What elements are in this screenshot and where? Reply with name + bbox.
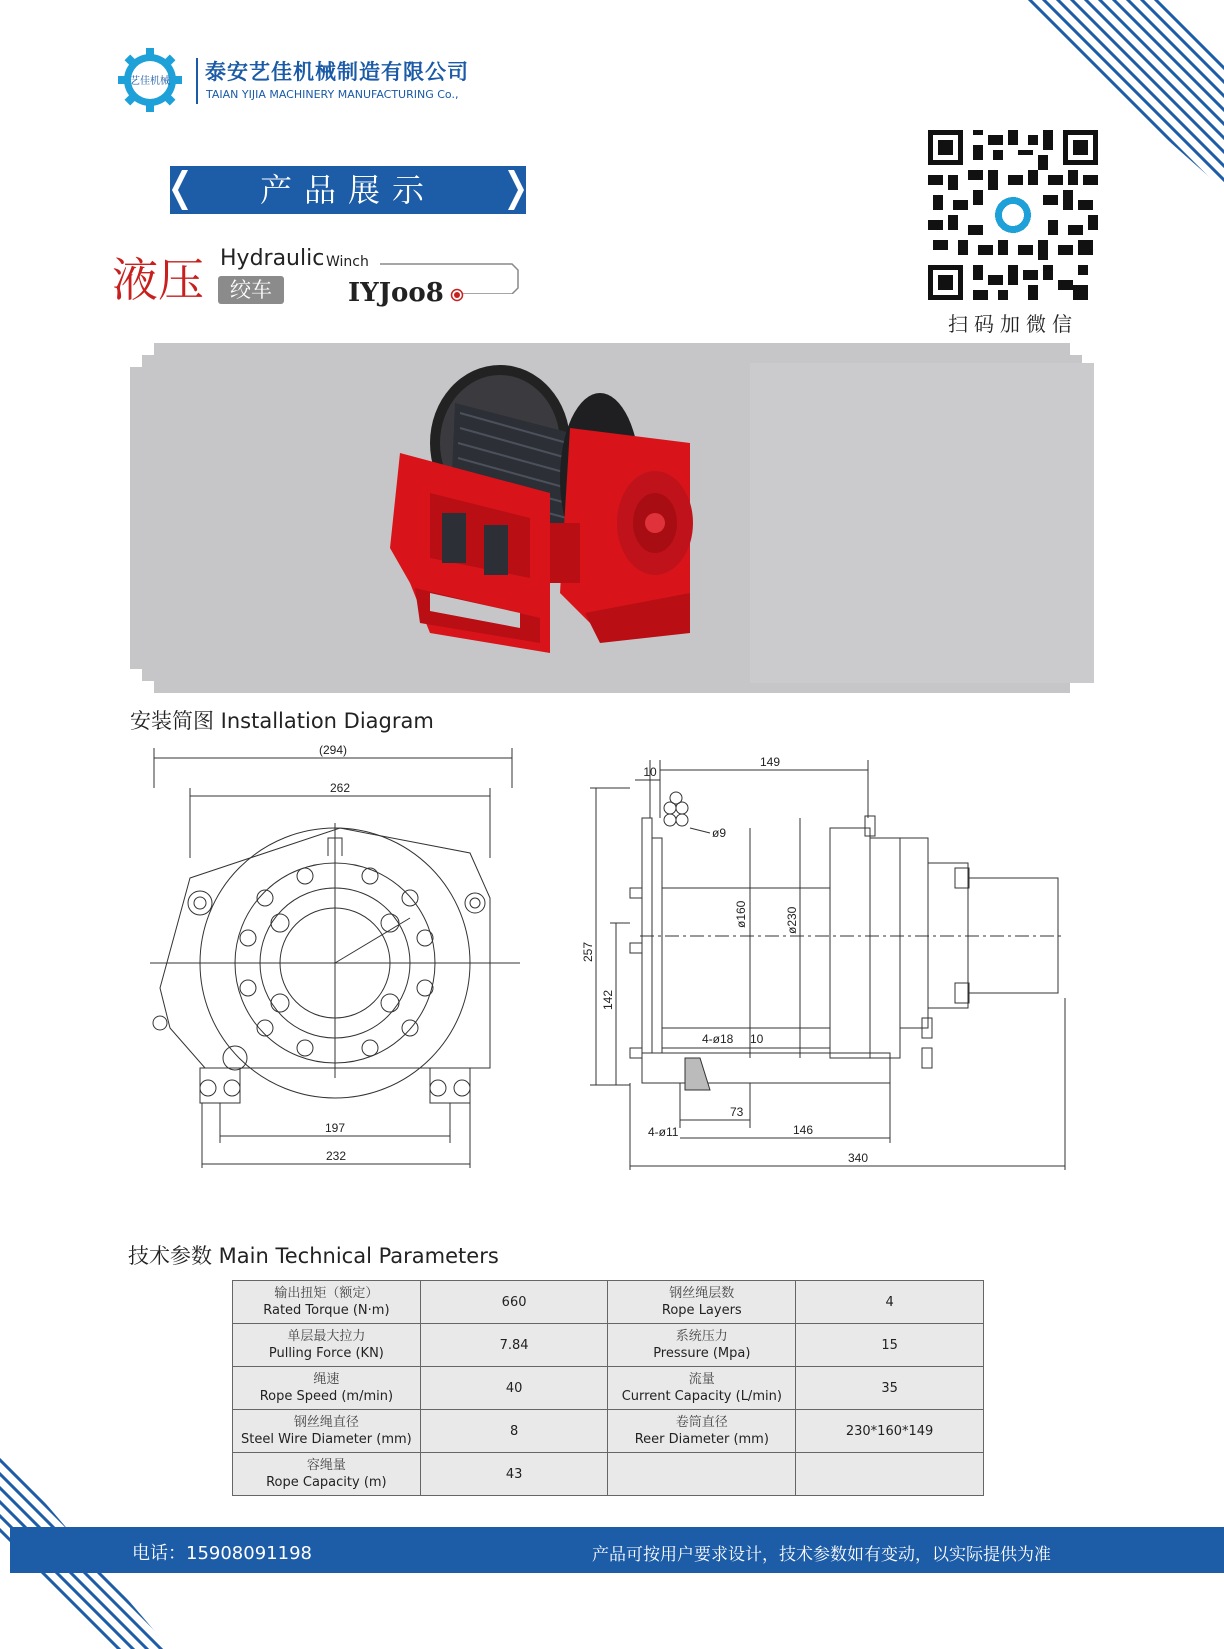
footer-phone[interactable]: 电话：15908091198 [132,1543,312,1564]
param-value: 43 [420,1453,608,1496]
logo-text: 艺佳机械 [130,76,170,87]
param-label: 绳速 Rope Speed (m/min) [233,1367,421,1410]
param-value: 7.84 [420,1324,608,1367]
param-value: 40 [420,1367,608,1410]
dim-146: 146 [793,1123,814,1137]
param-label: 卷筒直径 Reer Diameter (mm) [608,1410,796,1453]
dim-4-d11: 4-ø11 [648,1125,679,1139]
product-model: IYJoo8 [348,278,444,308]
param-label: 系统压力 Pressure (Mpa) [608,1324,796,1367]
side-view [581,755,1065,1170]
dim-10b: 10 [750,1032,764,1046]
dim-149: 149 [759,755,781,769]
product-subtitle-cn: 绞车 [218,276,284,304]
param-value: 4 [796,1281,984,1324]
param-value [796,1453,984,1496]
company-name-cn: 泰安艺佳机械制造有限公司 [205,60,469,84]
header-divider [196,58,198,104]
installation-diagram [130,738,1094,1233]
dim-d9: ø9 [712,826,727,840]
table-row [233,1410,984,1453]
product-title-cn: 液压 [112,253,204,307]
banner-title: 产品展示 [259,171,436,209]
dim-d230: ø230 [785,906,799,934]
qr-caption: 扫码加微信 [948,312,1078,336]
param-value: 230*160*149 [796,1410,984,1453]
param-value: 35 [796,1367,984,1410]
product-title-en: Hydraulic [220,246,325,271]
param-label: 钢丝绳直径 Steel Wire Diameter (mm) [233,1410,421,1453]
dim-232: 232 [325,1149,347,1163]
param-label: 容绳量 Rope Capacity (m) [233,1453,421,1496]
company-logo-gear-icon [118,48,182,112]
param-value: 15 [796,1324,984,1367]
dim-10: 10 [643,765,657,779]
param-label: 输出扭矩（额定） Rated Torque (N·m) [233,1281,421,1324]
dim-142: 142 [601,989,615,1010]
dim-262: 262 [329,781,351,795]
table-row [233,1367,984,1410]
dim-73: 73 [730,1105,744,1119]
param-label: 流量 Current Capacity (L/min) [608,1367,796,1410]
param-value: 8 [420,1410,608,1453]
installation-diagram-heading: 安装简图 Installation Diagram [130,709,434,733]
rope-coils [664,792,688,826]
dim-d160: ø160 [734,900,748,928]
table-row [233,1281,984,1324]
company-name-en: TAIAN YIJIA MACHINERY MANUFACTURING Co., [206,88,459,101]
dim-340: 340 [848,1151,869,1165]
wechat-qr-code[interactable] [928,130,1098,300]
dim-294: (294) [318,743,348,757]
dim-4-d18: 4-ø18 [702,1032,734,1046]
product-subtitle-en: Winch [326,254,369,270]
footer-note: 产品可按用户要求设计，技术参数如有变动，以实际提供为准 [592,1545,1051,1565]
table-row [233,1324,984,1367]
param-label: 单层最大拉力 Pulling Force (KN) [233,1324,421,1367]
front-view [150,743,520,1168]
param-label: 钢丝绳层数 Rope Layers [608,1281,796,1324]
param-value: 660 [420,1281,608,1324]
product-photo [130,343,1094,693]
technical-parameters-heading: 技术参数 Main Technical Parameters [128,1244,499,1268]
model-marker-dot-icon [450,288,464,302]
param-label [608,1453,796,1496]
dim-257: 257 [581,941,595,962]
table-row [233,1453,984,1496]
technical-parameters-table [232,1280,984,1496]
dim-197: 197 [324,1121,346,1135]
